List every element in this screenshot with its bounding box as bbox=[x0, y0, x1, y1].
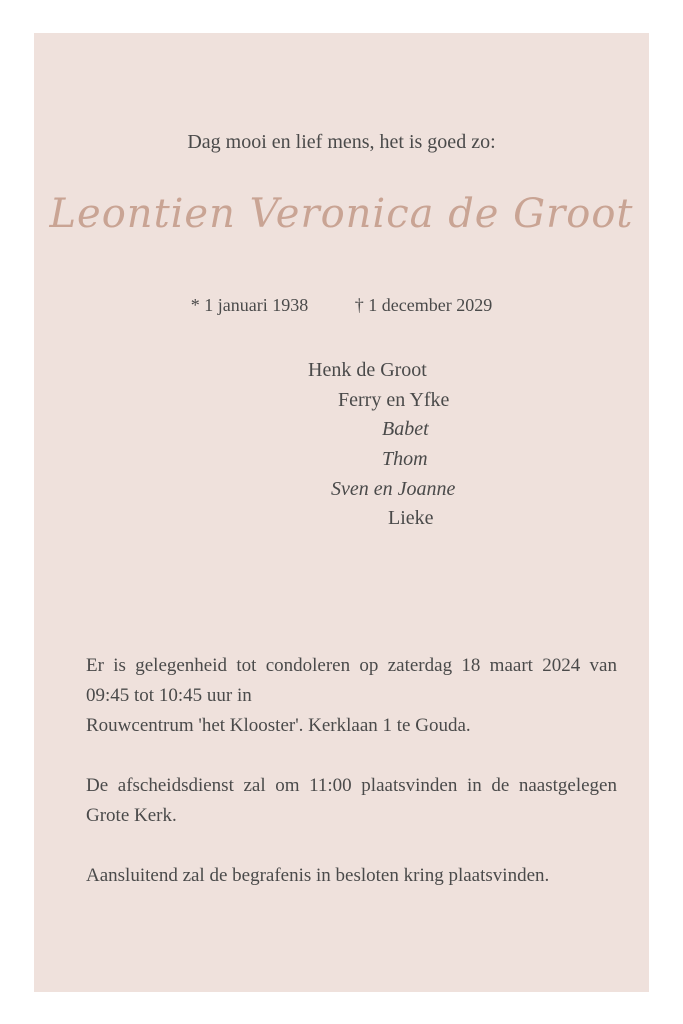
family-grandchild: Babet bbox=[382, 418, 429, 440]
burial-text: Aansluitend zal de begrafenis in besloten kring plaatsvinden. bbox=[86, 865, 550, 886]
birth-date: * 1 januari 1938 bbox=[190, 295, 309, 315]
family-spouse: Henk de Groot bbox=[308, 359, 427, 381]
ceremony-info bbox=[86, 651, 617, 921]
condolence-text bbox=[86, 651, 617, 741]
family-child: Ferry en Yfke bbox=[338, 389, 450, 411]
mourning-card bbox=[34, 33, 649, 992]
service-text: De afscheidsdienst zal om 11:00 plaatsvinden in de naastgelegen Grote Kerk. bbox=[86, 775, 617, 826]
death-date: † 1 december 2029 bbox=[354, 295, 493, 315]
opening-line: Dag mooi en lief mens, het is goed zo: bbox=[187, 131, 496, 153]
deceased-name: Leontien Veronica de Groot bbox=[49, 191, 634, 237]
condolence-location: Rouwcentrum 'het Klooster'. Kerklaan 1 te Gouda. bbox=[86, 715, 471, 736]
life-dates bbox=[34, 295, 649, 316]
condolence-line: Er is gelegenheid tot condoleren op zaterdag 18 maart 2024 van 09:45 tot 10:45 uur in bbox=[86, 655, 617, 706]
family-grandchild: Thom bbox=[382, 448, 428, 470]
family-grandchild: Lieke bbox=[388, 507, 434, 529]
family-child: Sven en Joanne bbox=[331, 478, 456, 500]
